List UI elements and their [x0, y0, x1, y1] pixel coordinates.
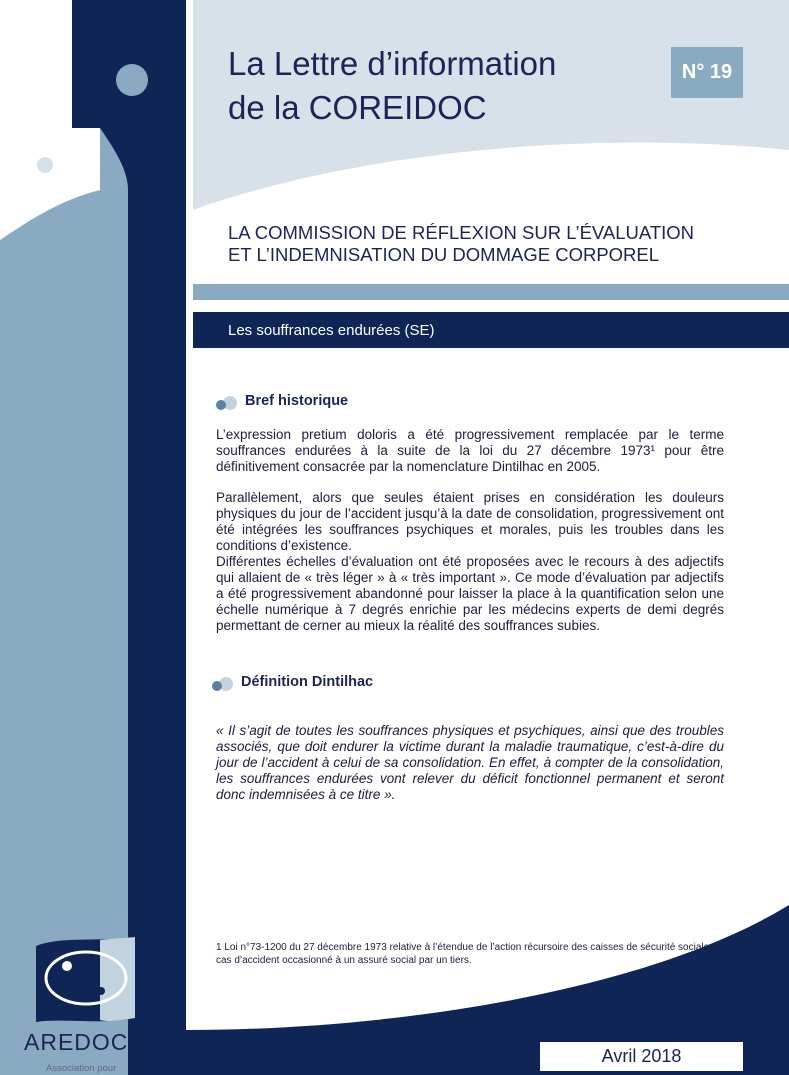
- footnote: 1 Loi n°73-1200 du 27 décembre 1973 relative à l’étendue de l’action récursoire des caisses de sécurité sociale en cas d’accident occasionné à un assuré social par un tiers.: [216, 942, 724, 966]
- decor-circle-large: [116, 64, 148, 96]
- subtitle-line-2: ET L’INDEMNISATION DU DOMMAGE CORPOREL: [228, 244, 660, 265]
- divider-bar: [193, 284, 789, 300]
- heading-definition-dintilhac: Définition Dintilhac: [241, 674, 374, 690]
- heading-bref-historique: Bref historique: [245, 393, 349, 409]
- title-line-2: de la COREIDOC: [228, 89, 487, 126]
- commission-subtitle: [228, 222, 694, 266]
- section-title: Les souffrances endurées (SE): [228, 321, 435, 339]
- paragraph: Parallèlement, alors que seules étaient prises en considération les douleurs physiques du jour de l’accident jusqu’à la date de consolidation, progressivement ont été intégrées les souffrances psychiques et morales, puis les troubles dans les conditions d’existence.: [216, 490, 724, 553]
- bullet-icon: [216, 396, 242, 410]
- issue-number-badge: N° 19: [671, 47, 743, 98]
- newsletter-title: [228, 42, 556, 130]
- paragraph: L’expression pretium doloris a été progressivement remplacée par le terme souffrances endurées à la suite de la loi du 27 décembre 1973¹ pour être définitivement consacrée par la nomenclature Dintilhac en 2005.: [216, 427, 724, 474]
- subtitle-line-1: LA COMMISSION DE RÉFLEXION SUR L’ÉVALUATION: [228, 222, 695, 243]
- paragraph: Différentes échelles d’évaluation ont été proposées avec le recours à des adjectifs qui allaient de « très léger » à « très important ». Ce mode d’évaluation par adjectifs a été progressivement abandonné pour laisser la place à la quantification selon une échelle numérique à 7 degrés enrichie par les médecins experts de demi degrés permettant de cerner au mieux la réalité des souffrances subies.: [216, 554, 724, 633]
- dintilhac-quote: « Il s’agit de toutes les souffrances physiques et psychiques, ainsi que des troubles associés, que doit endurer la victime durant la maladie traumatique, c’est-à-dire du jour de l’accident à celui de sa consolidation. En effet, à compter de la consolidation, les souffrances endurées vont relever du déficit fonctionnel permanent et seront donc indemnisées à ce titre ».: [216, 723, 724, 802]
- aredoc-logo-text: AREDOC: [24, 1029, 129, 1055]
- title-line-1: La Lettre d’information: [228, 45, 557, 82]
- bullet-icon: [212, 677, 238, 691]
- publication-date: Avril 2018: [540, 1042, 743, 1071]
- logo-tagline: Association pour: [46, 1063, 117, 1074]
- decor-circle-small: [37, 157, 53, 173]
- section-title-bar: [193, 312, 789, 348]
- aredoc-logo-icon: [36, 937, 135, 1022]
